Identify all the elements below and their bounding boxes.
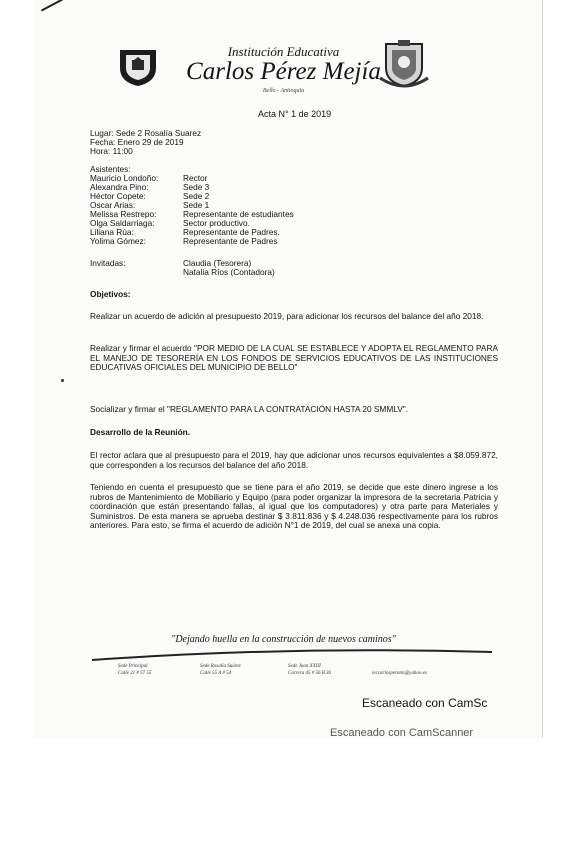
development-paragraph: El rector aclara que al presupuesto para el 2019, hay que adicionar unos recursos equivalentes a $8.059.872, que corresponden a los recursos del balance del año 2018.	[90, 450, 498, 470]
acta-number: Acta N° 1 de 2019	[258, 109, 332, 119]
attendee-name: Olga Saldarriaga:	[90, 218, 155, 228]
footer-site-name: Sede Principal	[118, 664, 148, 669]
attendee-role: Sede 1	[183, 200, 210, 210]
institution-location: Bello - Antioquia	[262, 88, 305, 94]
footer-site-address: Calle 21 # 57 55	[118, 671, 152, 676]
objective-item: Socializar y firmar el "REGLAMENTO PARA LA CONTRATACIÓN HASTA 20 SMMLV".	[90, 404, 409, 414]
footer-site-name: Sede Rosalía Suárez	[200, 664, 241, 669]
institution-name: Carlos Pérez Mejía	[186, 58, 381, 85]
development-paragraph: Teniendo en cuenta el presupuesto que se tiene para el año 2019, se decide que este dinero ingrese a los rubros de Mantenimiento de Mobiliario y Equipo (para poder organizar la impresora de la secretaria Patricia y coordinación que están presentando fallas, al igual que los computadores) y otra parte para Materiales y Suministros. De esta manera se aprueba destinar $ 3.811.836 y $ 4.248.036 respectivamente para los rubros anteriores. Para esto, se firma el acuerdo de adición N°1 de 2019, del cual se anexa una copia.	[90, 482, 498, 531]
footer-email: ieccarlosperezm@yahoo.es	[372, 671, 427, 676]
attendee-name: Yolima Gómez:	[90, 236, 146, 246]
attendee-role: Representante de Padres.	[183, 227, 280, 237]
attendee-role: Sede 2	[183, 191, 210, 201]
objectives-heading: Objetivos:	[90, 289, 131, 299]
guests-label: Invitadas:	[90, 258, 126, 268]
footer-site-address: Carrera 45 # 56 B 36	[288, 671, 332, 676]
stray-dot	[61, 379, 64, 382]
attendee-name: Melissa Restrepo:	[90, 209, 157, 219]
guest-name: Claudia (Tesorera)	[183, 258, 252, 268]
objective-item: Realizar y firmar el acuerdo "POR MEDIO DE LA CUAL SE ESTABLECE Y ADOPTA EL REGLAMENTO PARA EL MANEJO DE TESORERÍA EN LOS FONDOS DE SERVICIOS EDUCATIVOS DE LAS INSTITUCIONES EDUCATIVAS OFICIALES DEL MUNICIPIO DE BELLO"	[90, 343, 498, 373]
attendee-role: Representante de Padres	[183, 236, 278, 246]
attendee-name: Héctor Copete:	[90, 191, 146, 201]
attendee-name: Oscar Arias:	[90, 200, 136, 210]
footer-motto: "Dejando huella en la construcción de nuevos caminos"	[171, 634, 396, 645]
attendee-role: Sede 3	[183, 182, 210, 192]
attendee-role: Sector productivo.	[183, 218, 250, 228]
development-heading: Desarrollo de la Reunión.	[90, 427, 191, 437]
institution-label: Institución Educativa	[227, 44, 340, 59]
footer-site-address: Calle 55 A # 54	[200, 671, 232, 676]
meeting-place: Lugar: Sede 2 Rosalía Suarez	[90, 128, 202, 138]
attendee-role: Representante de estudiantes	[183, 209, 294, 219]
attendee-role: Rector	[183, 173, 208, 183]
attendee-name: Mauricio Londoño:	[90, 173, 159, 183]
scanner-watermark-faded: Escaneado con CamScanner	[330, 727, 474, 738]
scanner-watermark: Escaneado con CamSc	[362, 696, 488, 710]
meeting-time: Hora: 11:00	[90, 146, 133, 156]
meeting-date: Fecha: Enero 29 de 2019	[90, 137, 184, 147]
footer-site-name: Sede Juan XXIII	[288, 664, 321, 669]
objective-item: Realizar un acuerdo de adición al presupuesto 2019, para adicionar los recursos del balance del año 2018.	[90, 311, 484, 321]
attendees-heading: Asistentes:	[90, 164, 131, 174]
footer-swoosh	[92, 648, 492, 662]
attendee-name: Alexandra Pino:	[90, 182, 149, 192]
guest-name: Natalia Ríos (Contadora)	[183, 267, 275, 277]
attendee-name: Liliana Rúa:	[90, 227, 134, 237]
